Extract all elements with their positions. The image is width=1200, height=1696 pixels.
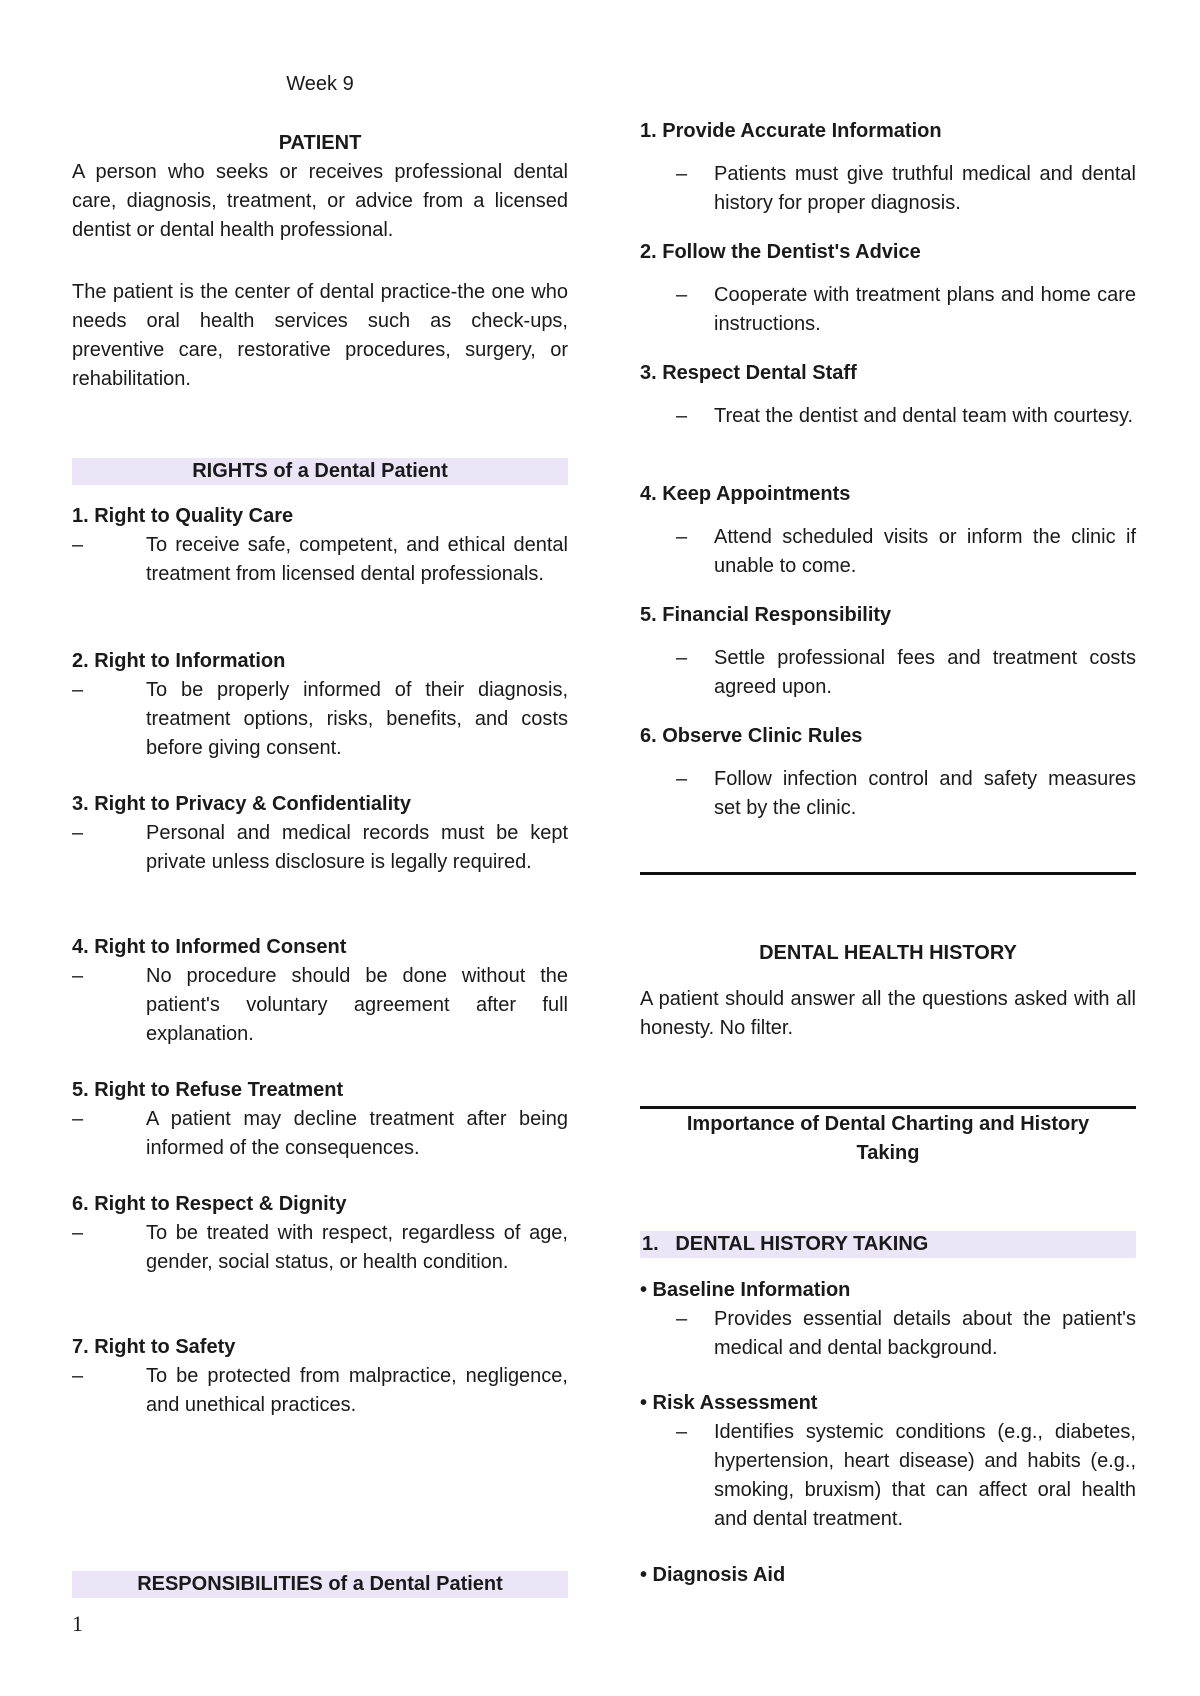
- rights-item: [72, 1076, 568, 1163]
- responsibility-item-title: 3. Respect Dental Staff: [640, 362, 857, 384]
- responsibility-item-text: Follow infection control and safety measures set by the clinic.: [714, 768, 1136, 819]
- dash-marker: –: [676, 284, 688, 306]
- dental-health-history-title: DENTAL HEALTH HISTORY: [759, 942, 1017, 964]
- rights-item-title: 7. Right to Safety: [72, 1336, 236, 1358]
- rights-item: [72, 1333, 568, 1420]
- page-number: 1: [72, 1611, 83, 1636]
- importance-title: [640, 1110, 1136, 1168]
- responsibility-item-text: Attend scheduled visits or inform the clinic if unable to come.: [714, 526, 1136, 577]
- history-item-title: • Risk Assessment: [640, 1392, 818, 1414]
- dash-marker: –: [676, 526, 688, 548]
- responsibility-item: [640, 117, 1136, 218]
- dash-marker: –: [72, 679, 84, 701]
- responsibility-item: [640, 480, 1136, 581]
- rights-item-title: 2. Right to Information: [72, 650, 286, 672]
- responsibility-item: [640, 238, 1136, 339]
- rights-item-title: 6. Right to Respect & Dignity: [72, 1193, 347, 1215]
- rights-item-text: To be properly informed of their diagnosis, treatment options, risks, benefits, and costs before giving consent.: [146, 679, 568, 759]
- responsibility-item: [640, 722, 1136, 823]
- dash-marker: –: [676, 1421, 688, 1443]
- rights-item-title: 1. Right to Quality Care: [72, 505, 294, 527]
- rights-item: [72, 647, 568, 763]
- rights-item-text: Personal and medical records must be kept private unless disclosure is legally required.: [146, 822, 568, 873]
- responsibility-item-title: 5. Financial Responsibility: [640, 604, 892, 626]
- responsibilities-heading: RESPONSIBILITIES of a Dental Patient: [72, 1571, 568, 1598]
- responsibility-item-title: 2. Follow the Dentist's Advice: [640, 241, 921, 263]
- dash-marker: –: [72, 534, 84, 556]
- dash-marker: –: [72, 1365, 84, 1387]
- dash-marker: –: [676, 163, 688, 185]
- history-item-text: Identifies systemic conditions (e.g., diabetes, hypertension, heart disease) and habits (e.g., smoking, bruxism) that can affect oral health and dental treatment.: [714, 1421, 1136, 1530]
- responsibility-item: [640, 601, 1136, 702]
- patient-definition: A person who seeks or receives professional dental care, diagnosis, treatment, or advice from a licensed dentist or dental health professional.: [72, 161, 568, 241]
- rights-item: [72, 933, 568, 1049]
- dash-marker: –: [676, 1308, 688, 1330]
- history-item: [640, 1561, 1136, 1590]
- importance-title-line1: Importance of Dental Charting and History: [686, 1113, 1090, 1135]
- responsibility-item-text: Settle professional fees and treatment costs agreed upon.: [714, 647, 1136, 698]
- history-item-title: • Diagnosis Aid: [640, 1564, 786, 1586]
- responsibility-item-title: 4. Keep Appointments: [640, 483, 851, 505]
- dash-marker: –: [676, 647, 688, 669]
- rights-item-text: To be treated with respect, regardless of age, gender, social status, or health condition.: [146, 1222, 568, 1273]
- responsibility-item-text: Patients must give truthful medical and dental history for proper diagnosis.: [714, 163, 1136, 214]
- history-item: [640, 1276, 1136, 1363]
- dash-marker: –: [72, 1222, 84, 1244]
- dash-marker: –: [72, 965, 84, 987]
- rights-item-text: A patient may decline treatment after being informed of the consequences.: [146, 1108, 568, 1159]
- week-label: Week 9: [286, 73, 354, 95]
- rights-item: [72, 1190, 568, 1277]
- rights-item-title: 4. Right to Informed Consent: [72, 936, 347, 958]
- responsibility-item-text: Treat the dentist and dental team with courtesy.: [714, 405, 1134, 427]
- importance-title-line2: Taking: [856, 1142, 920, 1164]
- rights-item-text: No procedure should be done without the patient's voluntary agreement after full explanation.: [146, 965, 568, 1045]
- dental-health-history-text: A patient should answer all the questions asked with all honesty. No filter.: [640, 988, 1136, 1039]
- dash-marker: –: [72, 1108, 84, 1130]
- rights-item-text: To receive safe, competent, and ethical dental treatment from licensed dental professionals.: [146, 534, 568, 585]
- rights-item: [72, 502, 568, 589]
- rights-item-title: 5. Right to Refuse Treatment: [72, 1079, 344, 1101]
- rights-item: [72, 790, 568, 877]
- section-divider: [640, 872, 1136, 875]
- patient-description: The patient is the center of dental practice-the one who needs oral health services such as check-ups, preventive care, restorative procedures, surgery, or rehabilitation.: [72, 281, 568, 390]
- history-item-text: Provides essential details about the patient's medical and dental background.: [714, 1308, 1136, 1359]
- dash-marker: –: [72, 822, 84, 844]
- section-divider: [640, 1106, 1136, 1109]
- responsibility-item: [640, 359, 1136, 431]
- rights-item-title: 3. Right to Privacy & Confidentiality: [72, 793, 411, 815]
- rights-item-text: To be protected from malpractice, negligence, and unethical practices.: [146, 1365, 568, 1416]
- responsibility-item-title: 6. Observe Clinic Rules: [640, 725, 863, 747]
- responsibility-item-text: Cooperate with treatment plans and home care instructions.: [714, 284, 1136, 335]
- history-item: [640, 1389, 1136, 1534]
- responsibility-item-title: 1. Provide Accurate Information: [640, 120, 942, 142]
- rights-heading: RIGHTS of a Dental Patient: [72, 458, 568, 485]
- history-item-title: • Baseline Information: [640, 1279, 851, 1301]
- dash-marker: –: [676, 768, 688, 790]
- patient-title: PATIENT: [278, 132, 362, 154]
- dash-marker: –: [676, 405, 688, 427]
- history-taking-heading: 1. DENTAL HISTORY TAKING: [640, 1231, 1136, 1258]
